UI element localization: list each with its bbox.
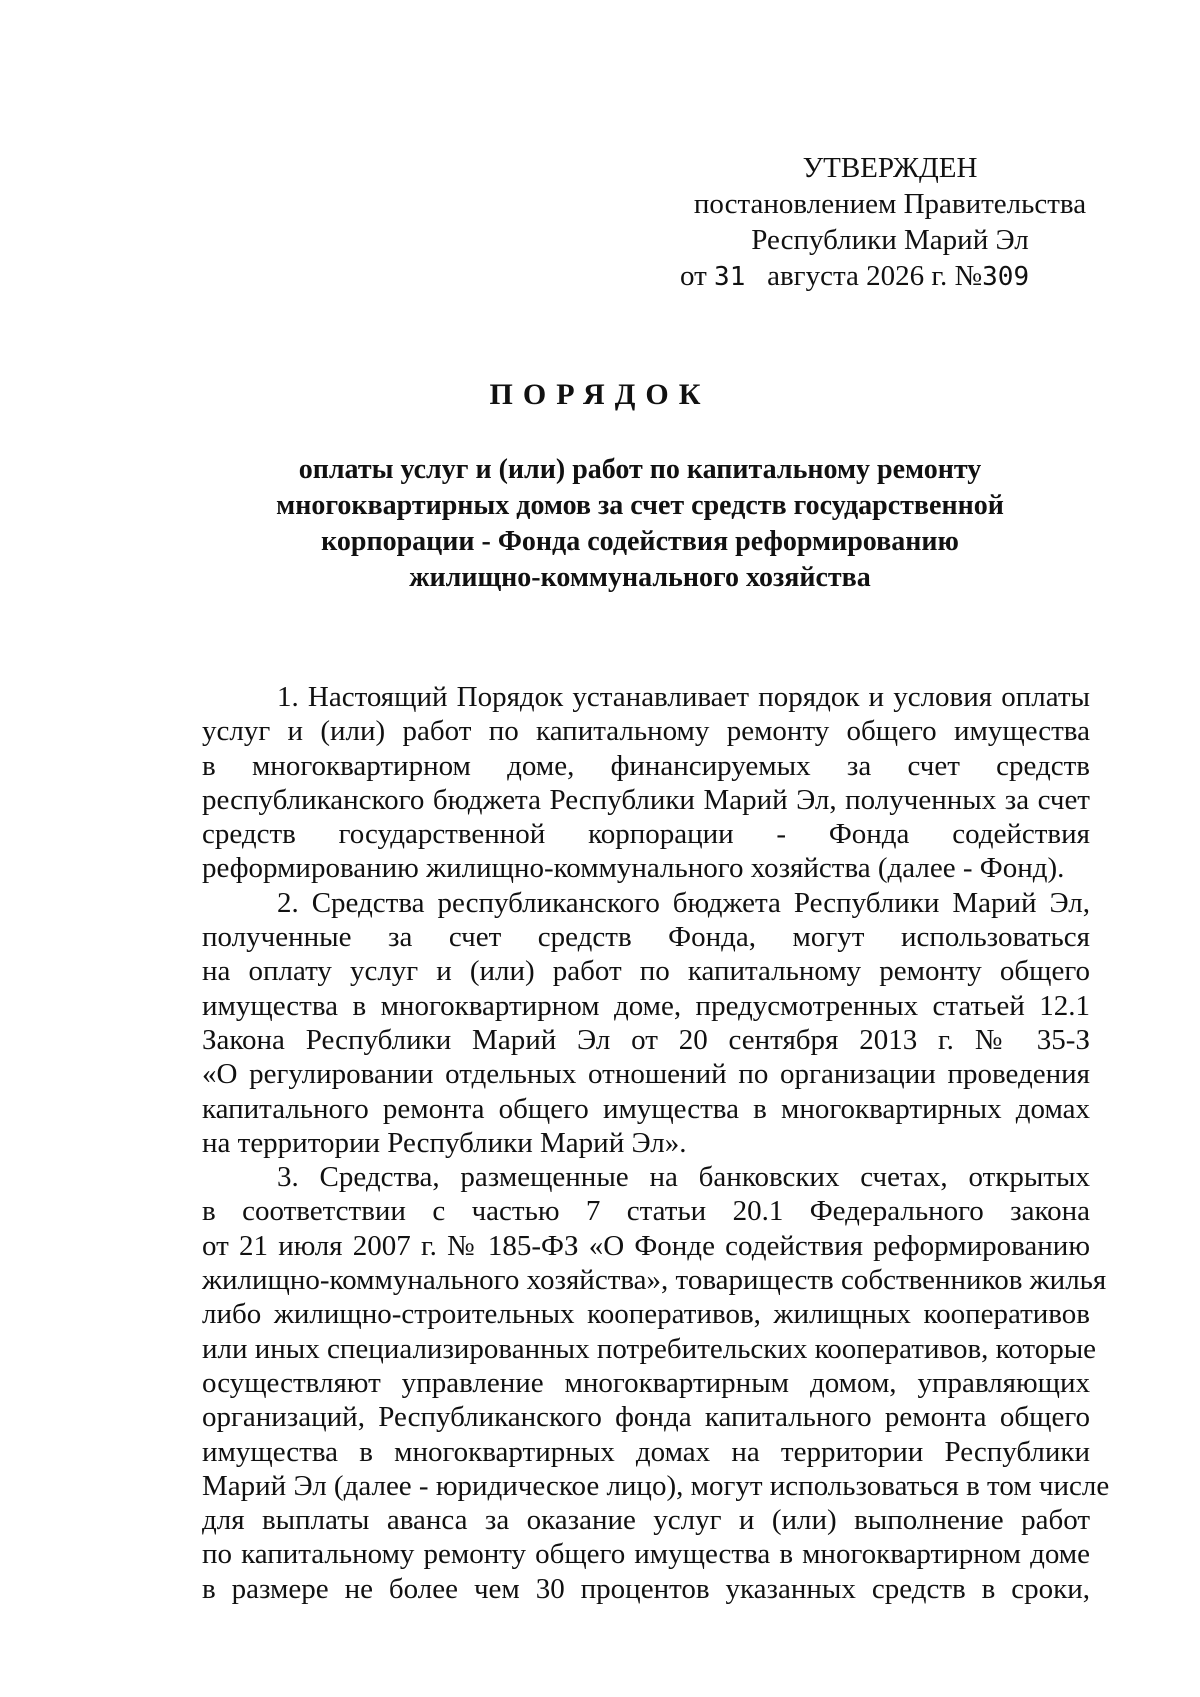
body-line: капитального ремонта общего имущества в многоквартирных домах <box>202 1092 1090 1125</box>
body-line: от 21 июля 2007 г. № 185-ФЗ «О Фонде содействия реформированию <box>202 1229 1090 1262</box>
body-line: полученные за счет средств Фонда, могут использоваться <box>202 921 1090 954</box>
body-line: 1. Настоящий Порядок устанавливает порядок и условия оплаты <box>277 681 1090 713</box>
body-line: на территории Республики Марий Эл». <box>202 1126 687 1159</box>
subtitle-line: корпорации - Фонда содействия реформированию <box>321 526 959 557</box>
approval-number: 309 <box>982 262 1030 292</box>
body-line: осуществляют управление многоквартирным домом, управляющих <box>202 1366 1090 1399</box>
body-line: имущества в многоквартирном доме, предусмотренных статьей 12.1 <box>202 989 1090 1022</box>
approval-block <box>680 150 1100 295</box>
body-line: 2. Средства республиканского бюджета Республики Марий Эл, <box>277 886 1090 919</box>
body-line: организаций, Республиканского фонда капитального ремонта общего <box>202 1401 1090 1434</box>
body-line: средств государственной корпорации - Фонда содействия <box>202 818 1090 851</box>
body-line: услуг и (или) работ по капитальному ремонту общего имущества <box>202 715 1090 748</box>
body-line: «О регулировании отдельных отношений по организации проведения <box>202 1058 1090 1091</box>
subtitle-line: оплаты услуг и (или) работ по капитальному ремонту <box>298 454 982 485</box>
body-line: Закона Республики Марий Эл от 20 сентября 2013 г. № 35-З <box>202 1023 1090 1056</box>
body-line: в соответствии с частью 7 статьи 20.1 Федерального закона <box>202 1195 1090 1228</box>
approval-line-2: Республики Марий Эл <box>751 224 1029 256</box>
body-line: для выплаты аванса за оказание услуг и (или) выполнение работ <box>202 1504 1090 1537</box>
body-line: в размере не более чем 30 процентов указанных средств в сроки, <box>202 1572 1090 1605</box>
approval-date-line <box>680 258 1100 295</box>
approval-heading: УТВЕРЖДЕН <box>802 152 978 184</box>
approval-day: 31 <box>714 262 746 292</box>
body-line: на оплату услуг и (или) работ по капитальному ремонту общего <box>202 955 1090 988</box>
body-line: реформированию жилищно-коммунального хозяйства (далее - Фонд). <box>202 852 1065 885</box>
body-line: либо жилищно-строительных кооперативов, жилищных кооперативов <box>202 1298 1090 1331</box>
subtitle-line: жилищно-коммунального хозяйства <box>409 562 871 593</box>
body-line: Марий Эл (далее - юридическое лицо), могут использоваться в том числе <box>202 1469 1110 1502</box>
subtitle-line: многоквартирных домов за счет средств государственной <box>276 490 1004 521</box>
body-line: республиканского бюджета Республики Марий Эл, полученных за счет <box>202 783 1090 816</box>
approval-line-1: постановлением Правительства <box>693 188 1087 220</box>
approval-month-year: августа 2026 г. № <box>767 260 983 292</box>
body-line: имущества в многоквартирных домах на территории Республики <box>202 1435 1090 1468</box>
document-body <box>202 680 1110 1606</box>
body-line: по капитальному ремонту общего имущества в многоквартирном доме <box>202 1538 1090 1571</box>
document-subtitle <box>240 452 1040 596</box>
document-title: ПОРЯДОК <box>489 378 711 411</box>
body-line: или иных специализированных потребительских кооперативов, которые <box>202 1332 1097 1365</box>
body-line: жилищно-коммунального хозяйства», товариществ собственников жилья <box>202 1264 1107 1297</box>
approval-date-prefix: от <box>680 260 707 292</box>
body-line: 3. Средства, размещенные на банковских счетах, открытых <box>277 1161 1090 1194</box>
body-line: в многоквартирном доме, финансируемых за счет средств <box>202 749 1090 782</box>
